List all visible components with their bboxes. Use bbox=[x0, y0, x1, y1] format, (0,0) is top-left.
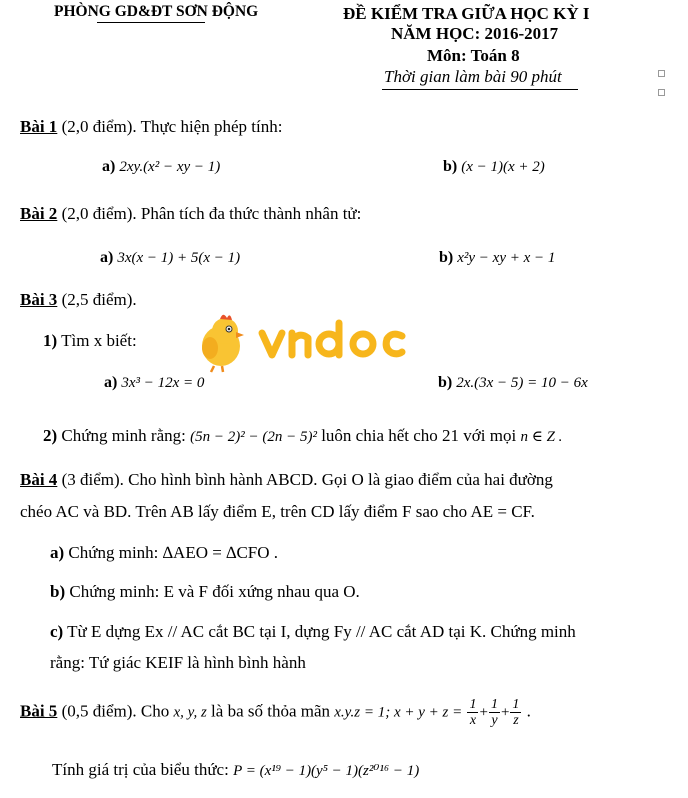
problem-5-value-text: Tính giá trị của biểu thức: bbox=[52, 760, 229, 779]
problem-2b bbox=[439, 249, 555, 267]
problem-2a bbox=[100, 249, 240, 267]
problem-1a-expression: 2xy.(x² − xy − 1) bbox=[119, 159, 221, 175]
problem-4b-text: Chứng minh: E và F đối xứng nhau qua O. bbox=[69, 582, 360, 601]
title-underline bbox=[382, 89, 578, 90]
problem-2a-expression: 3x(x − 1) + 5(x − 1) bbox=[117, 250, 241, 266]
problem-3-part2-label: 2) bbox=[43, 426, 58, 445]
problem-1b-label: b) bbox=[443, 158, 458, 175]
problem-3-1a bbox=[104, 374, 204, 392]
fraction-1-over-z: $\frac{1}{z}$ bbox=[512, 697, 520, 728]
problem-5-text1: (0,5 điểm). Cho bbox=[61, 701, 170, 721]
problem-1-points: (2,0 điểm). Thực hiện phép tính: bbox=[61, 117, 283, 136]
problem-4c-label: c) bbox=[50, 622, 64, 641]
problem-5-line2 bbox=[52, 760, 419, 780]
problem-3-1b bbox=[438, 374, 588, 392]
problem-4c bbox=[50, 622, 576, 642]
problem-4-line1 bbox=[20, 470, 553, 490]
problem-3-part2 bbox=[43, 426, 562, 446]
problem-2b-expression: x²y − xy + x − 1 bbox=[457, 250, 556, 266]
problem-4b-label: b) bbox=[50, 582, 66, 601]
problem-5-label: Bài 5 bbox=[20, 701, 58, 721]
problem-3-1b-label: b) bbox=[438, 374, 453, 391]
problem-5-line1 bbox=[20, 697, 531, 728]
problem-3-1a-expression: 3x³ − 12x = 0 bbox=[121, 375, 205, 391]
problem-3-points: (2,5 điểm). bbox=[61, 290, 137, 309]
problem-4-line2: chéo AC và BD. Trên AB lấy điểm E, trên CD lấy điểm F sao cho AE = CF. bbox=[20, 502, 535, 521]
problem-4a-text: Chứng minh: ∆AEO = ∆CFO . bbox=[68, 543, 279, 562]
problem-3-1a-label: a) bbox=[104, 374, 118, 391]
problem-2-label: Bài 2 bbox=[20, 204, 58, 223]
problem-1b bbox=[443, 158, 545, 176]
problem-4c-line2: rằng: Tứ giác KEIF là hình bình hành bbox=[50, 653, 306, 672]
fraction-1-over-y: $\frac{1}{y}$ bbox=[490, 697, 498, 728]
exam-time: Thời gian làm bài 90 phút bbox=[384, 67, 562, 86]
problem-1-heading bbox=[20, 117, 282, 137]
problem-2-points: (2,0 điểm). Phân tích đa thức thành nhân tử: bbox=[61, 204, 362, 223]
problem-3-1b-expression: 2x.(3x − 5) = 10 − 6x bbox=[456, 375, 588, 391]
problem-1a bbox=[102, 158, 220, 176]
exam-title: ĐỀ KIỂM TRA GIỮA HỌC KỲ I bbox=[343, 4, 590, 23]
period: . bbox=[526, 701, 531, 721]
problem-3-part2-text: Chứng minh rằng: bbox=[61, 426, 186, 445]
problem-2-heading bbox=[20, 204, 361, 224]
problem-2b-label: b) bbox=[439, 249, 454, 266]
header-underline bbox=[97, 22, 205, 23]
problem-3-heading bbox=[20, 290, 137, 310]
problem-4c-text1: Từ E dựng Ex // AC cắt BC tại I, dựng Fy // AC cắt AD tại K. Chứng minh bbox=[67, 622, 576, 641]
plus-sign: + bbox=[500, 704, 510, 721]
problem-5-vars: x, y, z bbox=[173, 704, 207, 721]
problem-5-condition: x.y.z = 1; x + y + z = bbox=[334, 704, 463, 721]
problem-3-part1-text: Tìm x biết: bbox=[61, 331, 137, 350]
school-year: NĂM HỌC: 2016-2017 bbox=[391, 24, 559, 43]
chick-mascot-icon bbox=[202, 315, 244, 372]
problem-3-part2-mid: luôn chia hết cho 21 với mọi bbox=[321, 426, 517, 445]
problem-4b bbox=[50, 582, 360, 602]
subject: Môn: Toán 8 bbox=[427, 46, 520, 65]
problem-5-value-expression: P = (x¹⁹ − 1)(y⁵ − 1)(z²⁰¹⁶ − 1) bbox=[233, 763, 420, 779]
problem-4a-label: a) bbox=[50, 543, 65, 562]
problem-3-label: Bài 3 bbox=[20, 290, 58, 309]
vndoc-watermark bbox=[192, 311, 428, 373]
page-corner-mark bbox=[658, 89, 665, 96]
problem-3-part1 bbox=[43, 331, 137, 351]
plus-sign: + bbox=[479, 704, 488, 721]
school-name: PHÒNG GD&ĐT SƠN ĐỘNG bbox=[54, 3, 259, 20]
problem-1b-expression: (x − 1)(x + 2) bbox=[461, 159, 545, 175]
problem-4-text1: (3 điểm). Cho hình bình hành ABCD. Gọi O là giao điểm của hai đường bbox=[61, 470, 553, 489]
problem-3-part2-expression: (5n − 2)² − (2n − 5)² bbox=[190, 429, 317, 445]
fraction-1-over-x: $\frac{1}{x}$ bbox=[469, 697, 477, 728]
vndoc-wordmark bbox=[262, 323, 402, 355]
problem-2a-label: a) bbox=[100, 249, 114, 266]
problem-1a-label: a) bbox=[102, 158, 116, 175]
problem-4a bbox=[50, 543, 278, 563]
problem-1-label: Bài 1 bbox=[20, 117, 58, 136]
page-corner-mark bbox=[658, 70, 665, 77]
problem-3-part1-label: 1) bbox=[43, 331, 58, 350]
problem-3-part2-condition: n ∈ Z . bbox=[520, 429, 563, 445]
problem-4-label: Bài 4 bbox=[20, 470, 58, 489]
problem-5-text2: là ba số thỏa mãn bbox=[211, 701, 331, 721]
